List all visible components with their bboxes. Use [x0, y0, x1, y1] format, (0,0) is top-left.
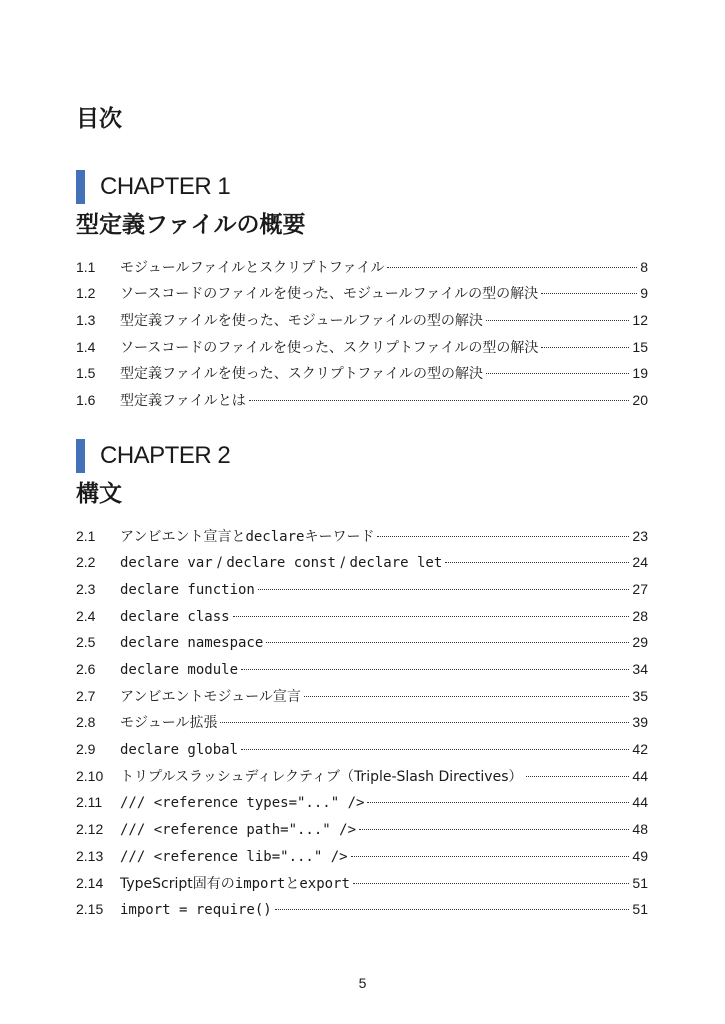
dot-leader: [220, 722, 629, 723]
dot-leader: [241, 749, 629, 750]
entry-title: declare function: [120, 581, 255, 598]
toc-entry-2-10[interactable]: [76, 763, 648, 790]
toc-entry-1-2[interactable]: [76, 280, 648, 307]
entry-title: トリプルスラッシュディレクティブ（Triple-Slash Directives）: [120, 768, 523, 785]
entry-title: ソースコードのファイルを使った、モジュールファイルの型の解決: [120, 286, 539, 303]
chapter-1: [76, 170, 648, 414]
page-number: 5: [358, 975, 367, 991]
toc-entry-2-8[interactable]: [76, 709, 648, 736]
toc-entry-2-6[interactable]: [76, 656, 648, 683]
chapter-2-label-text: CHAPTER 2: [100, 442, 231, 469]
dot-leader: [486, 320, 630, 321]
entry-title-code: declare var: [120, 555, 213, 572]
dot-leader: [526, 776, 630, 777]
dot-leader: [304, 696, 630, 697]
entry-page: 44: [632, 767, 648, 784]
entry-page: 20: [632, 392, 648, 409]
entry-title: 型定義ファイルとは: [120, 393, 246, 410]
entry-title-code: declare const: [226, 555, 336, 572]
toc-entry-2-14[interactable]: [76, 870, 648, 897]
dot-leader: [266, 642, 629, 643]
entry-number: 2.1: [76, 527, 96, 544]
entry-title: モジュールファイルとスクリプトファイル: [120, 259, 385, 276]
entry-number: 2.9: [76, 741, 96, 758]
chapter-accent-bar: [76, 170, 85, 204]
dot-leader: [445, 562, 629, 563]
entry-title-code: import: [234, 875, 286, 892]
entry-page: 19: [632, 365, 648, 382]
entry-page: 8: [640, 258, 648, 275]
toc-heading: 目次: [76, 106, 122, 132]
entry-title: declare class: [120, 608, 230, 625]
entry-title: 型定義ファイルを使った、モジュールファイルの型の解決: [120, 312, 483, 329]
dot-leader: [351, 856, 630, 857]
entry-title: 型定義ファイルを使った、スクリプトファイルの型の解決: [120, 366, 484, 383]
entry-title-separator: /: [335, 555, 350, 572]
entry-number: 2.5: [76, 634, 96, 651]
dot-leader: [377, 536, 629, 537]
dot-leader: [541, 347, 629, 348]
toc-entry-1-1[interactable]: [76, 254, 648, 281]
entry-title: [120, 871, 350, 898]
entry-title: /// <reference path="..." />: [120, 822, 357, 839]
dot-leader: [359, 829, 629, 830]
dot-leader: [541, 293, 637, 294]
entry-number: 2.6: [76, 661, 96, 678]
dot-leader: [249, 400, 630, 401]
chapter-1-title: 型定義ファイルの概要: [76, 212, 306, 238]
entry-number: 2.12: [76, 821, 104, 838]
entry-page: 48: [632, 821, 648, 838]
entry-number: 1.3: [76, 311, 96, 328]
entry-title: [120, 550, 442, 577]
dot-leader: [275, 909, 630, 910]
dot-leader: [353, 883, 630, 884]
toc-entry-2-5[interactable]: [76, 629, 648, 656]
entry-number: 2.4: [76, 607, 96, 624]
entry-number: 1.2: [76, 285, 96, 302]
dot-leader: [233, 616, 630, 617]
entry-title-part: キーワード: [304, 528, 375, 545]
dot-leader: [486, 373, 629, 374]
chapter-2-label: [76, 439, 648, 473]
entry-number: 1.6: [76, 392, 96, 409]
chapter-2: [76, 439, 648, 923]
toc-entry-2-9[interactable]: [76, 736, 648, 763]
entry-number: 1.1: [76, 258, 96, 275]
dot-leader: [258, 589, 630, 590]
entry-title: [120, 524, 374, 551]
entry-number: 2.15: [76, 901, 104, 918]
entry-title-part: アンビエント宣言と: [120, 528, 246, 545]
entry-title-code: declare let: [349, 555, 443, 572]
entry-title: モジュール拡張: [120, 715, 218, 732]
entry-page: 28: [632, 607, 648, 624]
entry-page: 23: [632, 527, 648, 544]
toc-entry-1-4[interactable]: [76, 334, 648, 361]
entry-number: 2.3: [76, 580, 96, 597]
entry-page: 12: [632, 311, 648, 328]
entry-page: 29: [632, 634, 648, 651]
toc-entry-2-1[interactable]: [76, 523, 648, 550]
chapter-2-entries: [76, 523, 648, 923]
entry-number: 2.11: [76, 794, 103, 811]
entry-title-separator: /: [212, 555, 227, 572]
entry-page: 34: [632, 661, 648, 678]
toc-entry-2-2[interactable]: [76, 549, 648, 576]
chapter-1-label-text: CHAPTER 1: [100, 173, 231, 200]
entry-number: 1.5: [76, 365, 96, 382]
entry-page: 9: [640, 285, 648, 302]
toc-entry-1-5[interactable]: [76, 360, 648, 387]
entry-title-code: export: [299, 875, 350, 892]
entry-title: declare module: [120, 662, 239, 679]
entry-title: アンビエントモジュール宣言: [120, 688, 301, 705]
toc-entry-2-15[interactable]: [76, 896, 648, 923]
entry-title: import = require(): [120, 902, 272, 919]
toc-entry-2-11[interactable]: [76, 789, 648, 816]
entry-number: 2.8: [76, 714, 96, 731]
entry-page: 51: [632, 874, 648, 891]
entry-number: 2.7: [76, 687, 96, 704]
entry-page: 42: [632, 741, 648, 758]
entry-number: 1.4: [76, 338, 96, 355]
entry-page: 27: [632, 580, 648, 597]
entry-number: 2.2: [76, 554, 96, 571]
toc-entry-1-6[interactable]: [76, 387, 648, 414]
entry-page: 15: [632, 338, 648, 355]
dot-leader: [241, 669, 629, 670]
dot-leader: [367, 802, 629, 803]
toc-entry-2-3[interactable]: [76, 576, 648, 603]
entry-page: 35: [632, 687, 648, 704]
entry-title: ソースコードのファイルを使った、スクリプトファイルの型の解決: [120, 339, 539, 356]
entry-number: 2.14: [76, 874, 104, 891]
chapter-1-label: [76, 170, 648, 204]
entry-title: /// <reference lib="..." />: [120, 848, 348, 865]
chapter-1-entries: [76, 254, 648, 414]
entry-page: 39: [632, 714, 648, 731]
entry-title-part: TypeScript固有の: [120, 875, 235, 892]
entry-number: 2.13: [76, 847, 104, 864]
entry-title-code: declare: [245, 528, 305, 545]
entry-number: 2.10: [76, 767, 104, 784]
dot-leader: [387, 267, 637, 268]
toc-entry-2-13[interactable]: [76, 843, 648, 870]
toc-entry-2-7[interactable]: [76, 683, 648, 710]
entry-title: /// <reference types="..." />: [120, 795, 365, 812]
toc-entry-1-3[interactable]: [76, 307, 648, 334]
entry-title-part: と: [285, 875, 300, 892]
entry-page: 44: [632, 794, 648, 811]
toc-entry-2-4[interactable]: [76, 603, 648, 630]
entry-title: declare global: [120, 742, 239, 759]
entry-page: 24: [632, 554, 648, 571]
entry-page: 49: [632, 847, 648, 864]
entry-title: declare namespace: [120, 635, 264, 652]
chapter-2-title: 構文: [76, 481, 122, 507]
entry-page: 51: [632, 901, 648, 918]
chapter-accent-bar: [76, 439, 85, 473]
toc-entry-2-12[interactable]: [76, 816, 648, 843]
